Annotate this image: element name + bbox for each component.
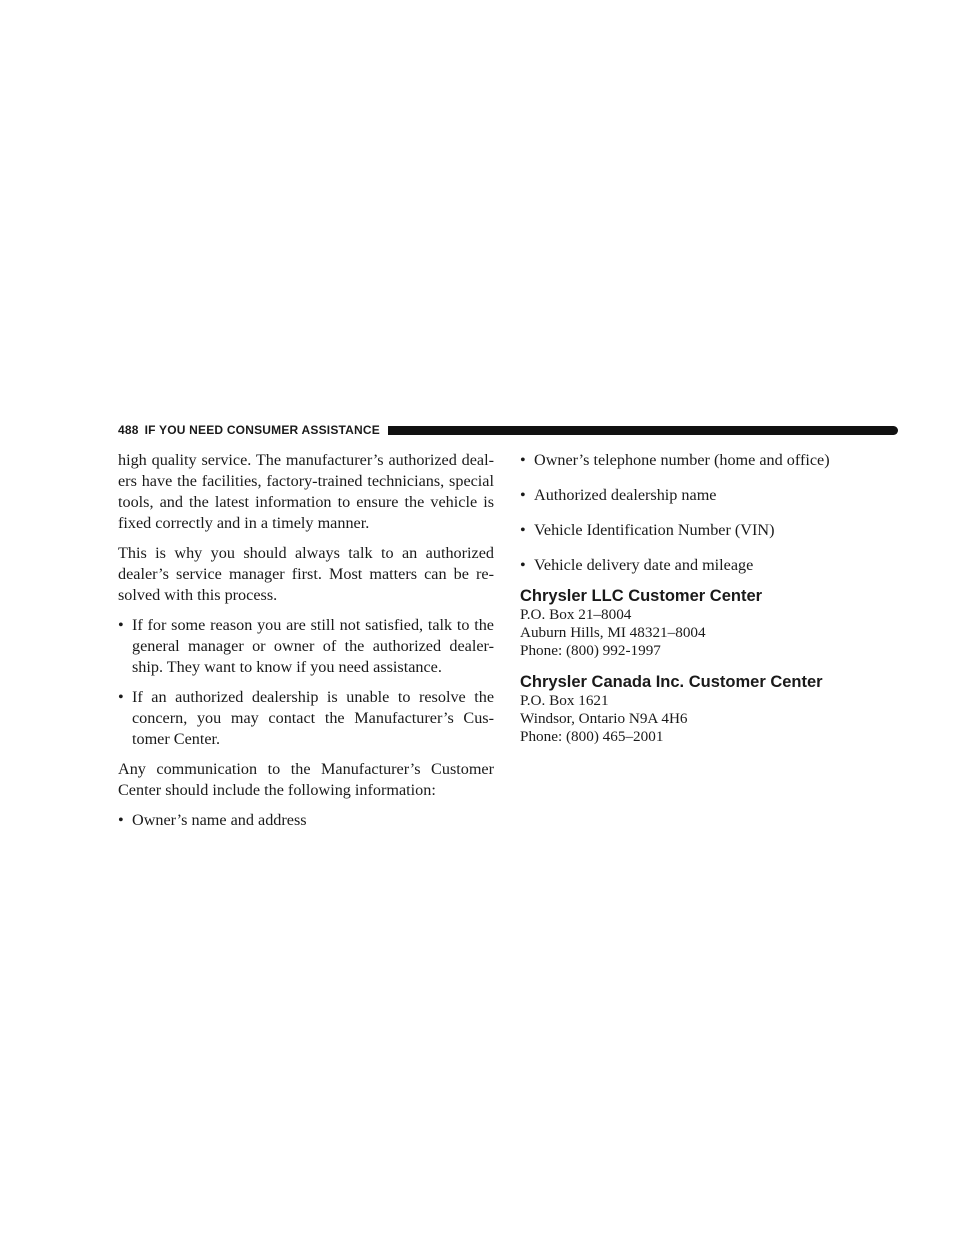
bullet-text: Vehicle Identification Number (VIN) (534, 521, 775, 539)
bullet-text: Vehicle delivery date and mileage (534, 556, 754, 574)
bullet-text: If for some reason you are still not satisfied, talk to the general manager or owner of the authorized dealer- ship. They want to know if you need assistance. (132, 616, 494, 676)
paragraph-dealer-service: high quality service. The manufacturer’s authorized deal- ers have the facilities, factory-trained technicians, special tools, and the latest information to ensure the vehicle is fixed correctly and in a timely manner. (118, 451, 494, 532)
bullet-text: Authorized dealership name (534, 486, 717, 504)
bullet-icon: • (520, 521, 526, 539)
bullet-icon: • (118, 616, 124, 634)
list-item (118, 687, 494, 750)
bullet-icon: • (118, 688, 124, 706)
canada-customer-center (520, 670, 900, 746)
phone-number: Phone: (800) 465–2001 (520, 728, 664, 745)
phone-number: Phone: (800) 992-1997 (520, 642, 661, 659)
list-item (520, 450, 900, 471)
customer-center-heading: Chrysler LLC Customer Center (520, 587, 763, 605)
list-item (520, 520, 900, 541)
po-box: P.O. Box 21–8004 (520, 606, 632, 623)
right-column (520, 450, 900, 756)
city-state-zip: Auburn Hills, MI 48321–8004 (520, 624, 706, 641)
running-header (118, 421, 898, 439)
bullet-icon: • (520, 486, 526, 504)
po-box: P.O. Box 1621 (520, 692, 609, 709)
bullet-icon: • (118, 811, 124, 829)
paragraph-talk-to-dealer: This is why you should always talk to an authorized dealer’s service manager first. Most matters can be re- solved with this process. (118, 544, 494, 604)
city-province-postal: Windsor, Ontario N9A 4H6 (520, 710, 688, 727)
customer-center-heading: Chrysler Canada Inc. Customer Center (520, 673, 823, 691)
left-column (118, 450, 494, 840)
list-item (118, 615, 494, 678)
bullet-text: If an authorized dealership is unable to resolve the concern, you may contact the Manufacturer’s Cus- tomer Center. (132, 688, 494, 748)
section-title: IF YOU NEED CONSUMER ASSISTANCE (144, 423, 380, 437)
us-customer-center (520, 584, 900, 660)
bullet-text: Owner’s name and address (132, 811, 307, 829)
bullet-text: Owner’s telephone number (home and office) (534, 451, 830, 469)
paragraph-communication: Any communication to the Manufacturer’s Customer Center should include the following information: (118, 760, 494, 799)
bullet-icon: • (520, 451, 526, 469)
page-number: 488 (118, 423, 139, 437)
list-item (118, 810, 494, 831)
header-rule (388, 426, 898, 435)
list-item (520, 555, 900, 576)
bullet-icon: • (520, 556, 526, 574)
list-item (520, 485, 900, 506)
